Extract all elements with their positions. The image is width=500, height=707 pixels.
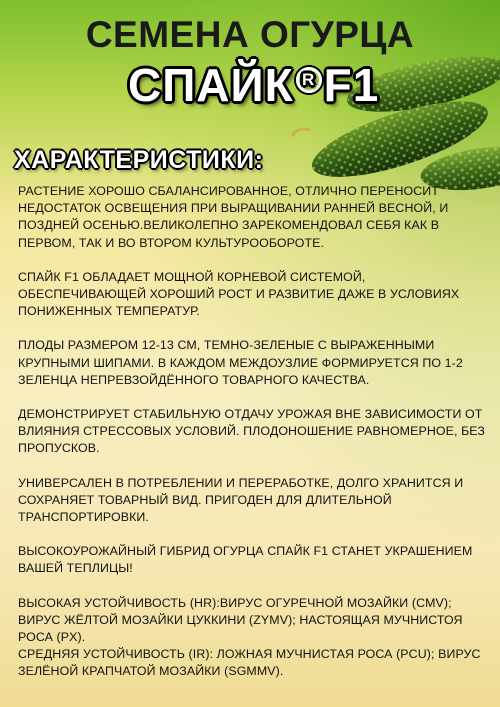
characteristics-heading: ХАРАКТЕРИСТИКИ: — [14, 146, 264, 174]
resistance-medium: СРЕДНЯЯ УСТОЙЧИВОСТЬ (IR): ЛОЖНАЯ МУЧНИСТАЯ РОСА (PCU); ВИРУС ЗЕЛЁНОЙ КРАПЧАТОЙ МОЗАЙКИ (SGMMV). — [18, 647, 481, 679]
paragraph: ПЛОДЫ РАЗМЕРОМ 12-13 СМ, ТЕМНО-ЗЕЛЕНЫЕ С ВЫРАЖЕННЫМИ КРУПНЫМИ ШИПАМИ. В КАЖДОМ МЕЖДОУЗЛИЕ ФОРМИРУЕТСЯ ПО 1-2 ЗЕЛЕНЦА НЕПРЕВЗОЙДЁННОГО ТОВАРНОГО КАЧЕСТВА. — [18, 338, 463, 387]
registered-icon: R — [296, 67, 322, 93]
paragraph: ДЕМОНСТРИРУЕТ СТАБИЛЬНУЮ ОТДАЧУ УРОЖАЯ ВНЕ ЗАВИСИМОСТИ ОТ ВЛИЯНИЯ СТРЕССОВЫХ УСЛОВИЙ. ПЛОДОНОШЕНИЕ РАВНОМЕРНОЕ, БЕЗ ПРОПУСКОВ. — [18, 407, 485, 456]
resistance-block — [18, 595, 488, 681]
resistance-high: ВЫСОКАЯ УСТОЙЧИВОСТЬ (HR):ВИРУС ОГУРЕЧНОЙ МОЗАЙКИ (CMV); ВИРУС ЖЁЛТОЙ МОЗАЙКИ ЦУККИНИ (ZYMV); НАСТОЯЩАЯ МУЧНИСТОЯ РОСА (PX). — [18, 595, 463, 645]
title-line1: СЕМЕНА ОГУРЦА — [85, 14, 415, 55]
paragraph: РАСТЕНИЕ ХОРОШО СБАЛАНСИРОВАННОЕ, ОТЛИЧНО ПЕРЕНОСИТ НЕДОСТАТОК ОСВЕЩЕНИЯ ПРИ ВЫРАЩИВАНИИ РАННЕЙ ВЕСНОЙ, И ПОЗДНЕЙ ОСЕНЬЮ.ВЕЛИКОЛЕПНО ЗАРЕКОМЕНДОВАЛ СЕБЯ КАК В ПЕРВОМ, ТАК И ВО ВТОРОМ КУЛЬТУРООБОРОТЕ. — [18, 184, 449, 250]
hybrid-label: F1 — [323, 59, 380, 111]
paragraph: УНИВЕРСАЛЕН В ПОТРЕБЛЕНИИ И ПЕРЕРАБОТКЕ, ДОЛГО ХРАНИТСЯ И СОХРАНЯЕТ ТОВАРНЫЙ ВИД. ПРИГОДЕН ДЛЯ ДЛИТЕЛЬНОЙ ТРАНСПОРТИРОВКИ. — [18, 475, 464, 525]
paragraph: ВЫСОКОУРОЖАЙНЫЙ ГИБРИД ОГУРЦА СПАЙК F1 СТАНЕТ УКРАШЕНИЕМ ВАШЕЙ ТЕПЛИЦЫ! — [18, 544, 473, 576]
paragraph: СПАЙК F1 ОБЛАДАЕТ МОЩНОЙ КОРНЕВОЙ СИСТЕМОЙ, ОБЕСПЕЧИВАЮЩЕЙ ХОРОШИЙ РОСТ И РАЗВИТИЕ ДАЖЕ В УСЛОВИЯХ ПОНИЖЕННЫХ ТЕМПЕРАТУР. — [18, 269, 460, 319]
brand-name: СПАЙК — [128, 59, 294, 111]
description — [18, 183, 488, 681]
product-title — [128, 58, 379, 112]
